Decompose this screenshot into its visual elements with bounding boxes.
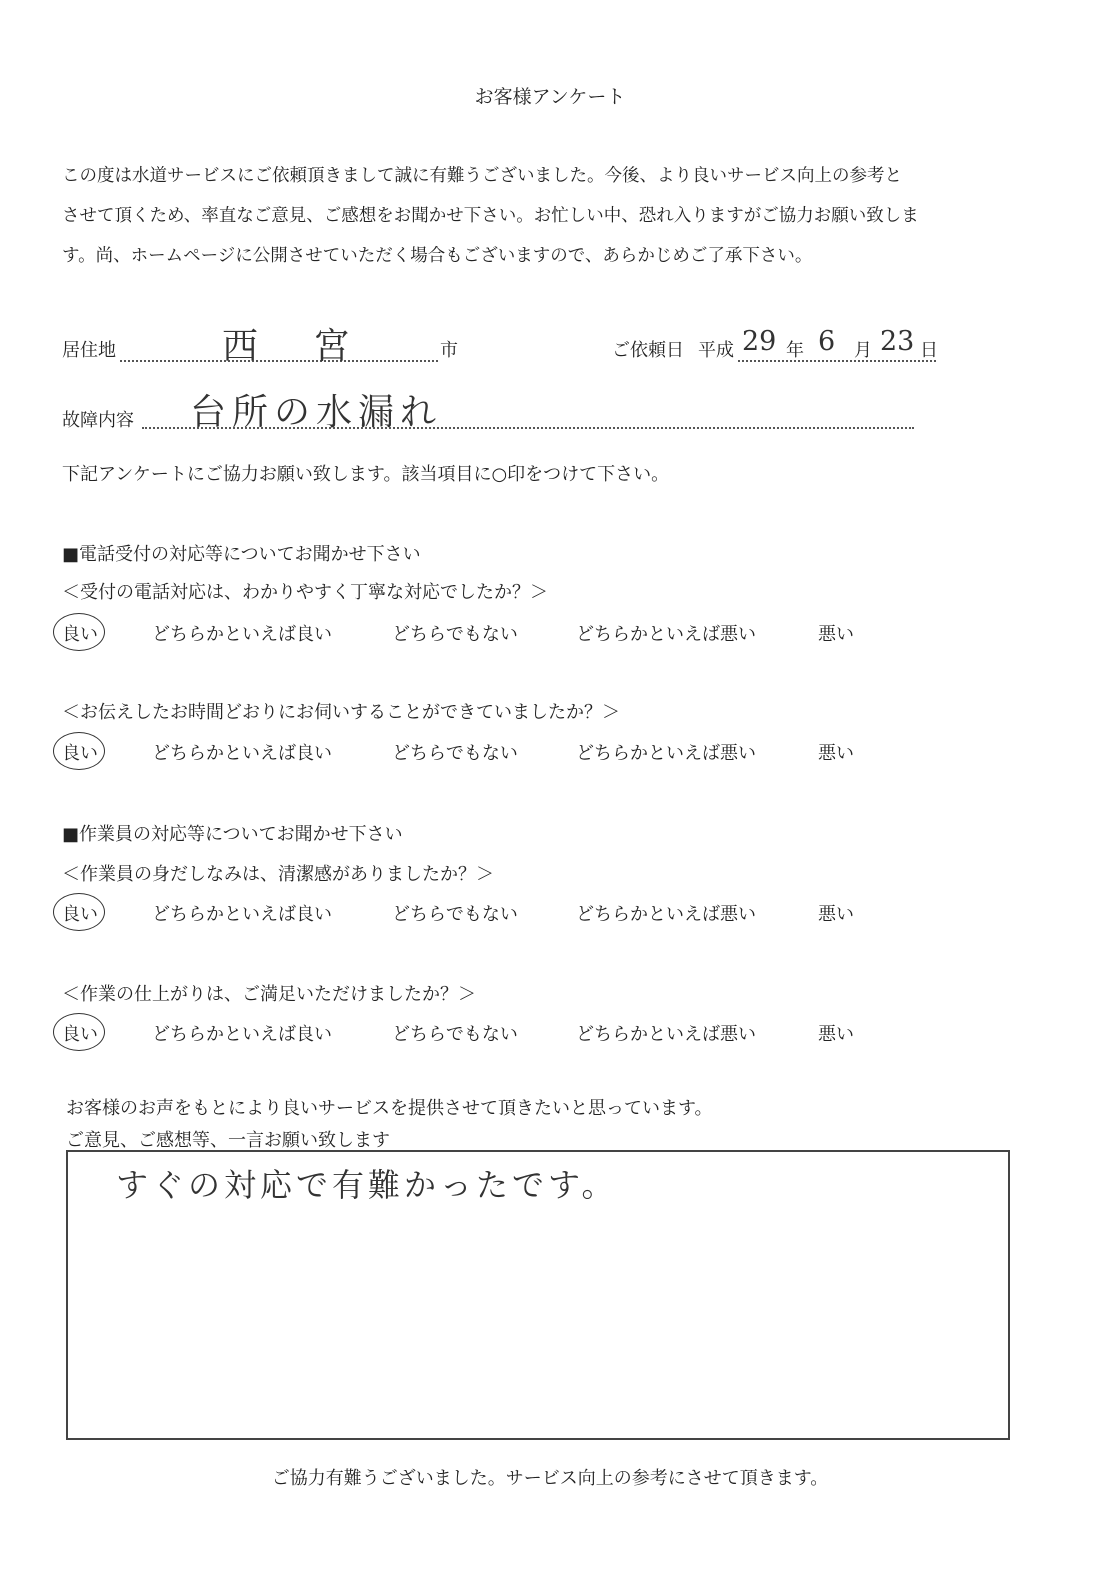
option-somewhat-good[interactable]: どちらかといえば良い xyxy=(152,743,332,764)
option-somewhat-bad[interactable]: どちらかといえば悪い xyxy=(576,904,756,925)
section-heading-phone: ■電話受付の対応等についてお聞かせ下さい xyxy=(62,544,421,565)
request-date-day-unit: 日 xyxy=(920,340,938,361)
selected-circle-mark xyxy=(53,893,105,931)
section-heading-staff: ■作業員の対応等についてお聞かせ下さい xyxy=(62,824,403,845)
fault-label: 故障内容 xyxy=(62,410,134,431)
option-neutral[interactable]: どちらでもない xyxy=(392,743,518,764)
option-neutral[interactable]: どちらでもない xyxy=(392,624,518,645)
intro-line: させて頂くため、率直なご意見、ご感想をお聞かせ下さい。お忙しい中、恐れ入りますがご協力お願い致しま xyxy=(62,206,919,226)
intro-line: す。尚、ホームページに公開させていただく場合もございますので、あらかじめご了承下さい。 xyxy=(62,246,813,266)
request-date-label: ご依頼日 xyxy=(612,340,684,361)
option-bad[interactable]: 悪い xyxy=(818,1024,854,1045)
question-text: ＜作業の仕上がりは、ご満足いただけましたか？＞ xyxy=(62,984,476,1005)
selected-circle-mark xyxy=(53,732,105,770)
option-good[interactable] xyxy=(62,1020,98,1046)
option-somewhat-good[interactable]: どちらかといえば良い xyxy=(152,624,332,645)
request-date-month[interactable]: 6 xyxy=(818,326,836,357)
intro-paragraph xyxy=(62,156,1022,276)
option-good[interactable] xyxy=(62,739,98,765)
request-date-year[interactable]: 29 xyxy=(742,326,777,357)
fault-value[interactable]: 台所の水漏れ xyxy=(190,392,443,433)
survey-title: お客様アンケート xyxy=(474,86,626,108)
request-date-month-unit: 月 xyxy=(854,340,872,361)
option-label: 良い xyxy=(62,624,98,645)
comment-handwritten-text: すぐの対応で有難かったです。 xyxy=(116,1166,618,1204)
request-date-year-unit: 年 xyxy=(786,340,804,361)
option-good[interactable] xyxy=(62,900,98,926)
option-neutral[interactable]: どちらでもない xyxy=(392,1024,518,1045)
instructions: 下記アンケートにご協力お願い致します。該当項目に○印をつけて下さい。 xyxy=(62,464,670,485)
option-somewhat-bad[interactable]: どちらかといえば悪い xyxy=(576,1024,756,1045)
option-somewhat-good[interactable]: どちらかといえば良い xyxy=(152,904,332,925)
option-bad[interactable]: 悪い xyxy=(818,743,854,764)
comment-prompt: ご意見、ご感想等、一言お願い致します xyxy=(66,1130,390,1151)
option-label: 良い xyxy=(62,1024,98,1045)
option-label: 良い xyxy=(62,904,98,925)
option-somewhat-good[interactable]: どちらかといえば良い xyxy=(152,1024,332,1045)
selected-circle-mark xyxy=(53,1013,105,1051)
option-neutral[interactable]: どちらでもない xyxy=(392,904,518,925)
option-somewhat-bad[interactable]: どちらかといえば悪い xyxy=(576,743,756,764)
question-text: ＜お伝えしたお時間どおりにお伺いすることができていましたか？＞ xyxy=(62,702,620,723)
residence-suffix: 市 xyxy=(440,340,458,361)
residence-value[interactable]: 西 宮 xyxy=(222,326,372,367)
option-good[interactable] xyxy=(62,620,98,646)
request-date-underline xyxy=(738,360,936,362)
selected-circle-mark xyxy=(53,613,105,651)
option-label: 良い xyxy=(62,743,98,764)
comment-intro: お客様のお声をもとにより良いサービスを提供させて頂きたいと思っています。 xyxy=(66,1098,713,1119)
request-date-day[interactable]: 23 xyxy=(880,326,915,357)
question-text: ＜受付の電話対応は、わかりやすく丁寧な対応でしたか？＞ xyxy=(62,582,548,603)
request-date-era: 平成 xyxy=(698,340,734,361)
option-bad[interactable]: 悪い xyxy=(818,624,854,645)
option-somewhat-bad[interactable]: どちらかといえば悪い xyxy=(576,624,756,645)
question-text: ＜作業員の身だしなみは、清潔感がありましたか？＞ xyxy=(62,864,494,885)
intro-line: この度は水道サービスにご依頼頂きまして誠に有難うございました。今後、より良いサービス向上の参考と xyxy=(62,166,902,186)
footer-thanks: ご協力有難うございました。サービス向上の参考にさせて頂きます。 xyxy=(271,1468,829,1489)
option-bad[interactable]: 悪い xyxy=(818,904,854,925)
residence-label: 居住地 xyxy=(62,340,116,361)
